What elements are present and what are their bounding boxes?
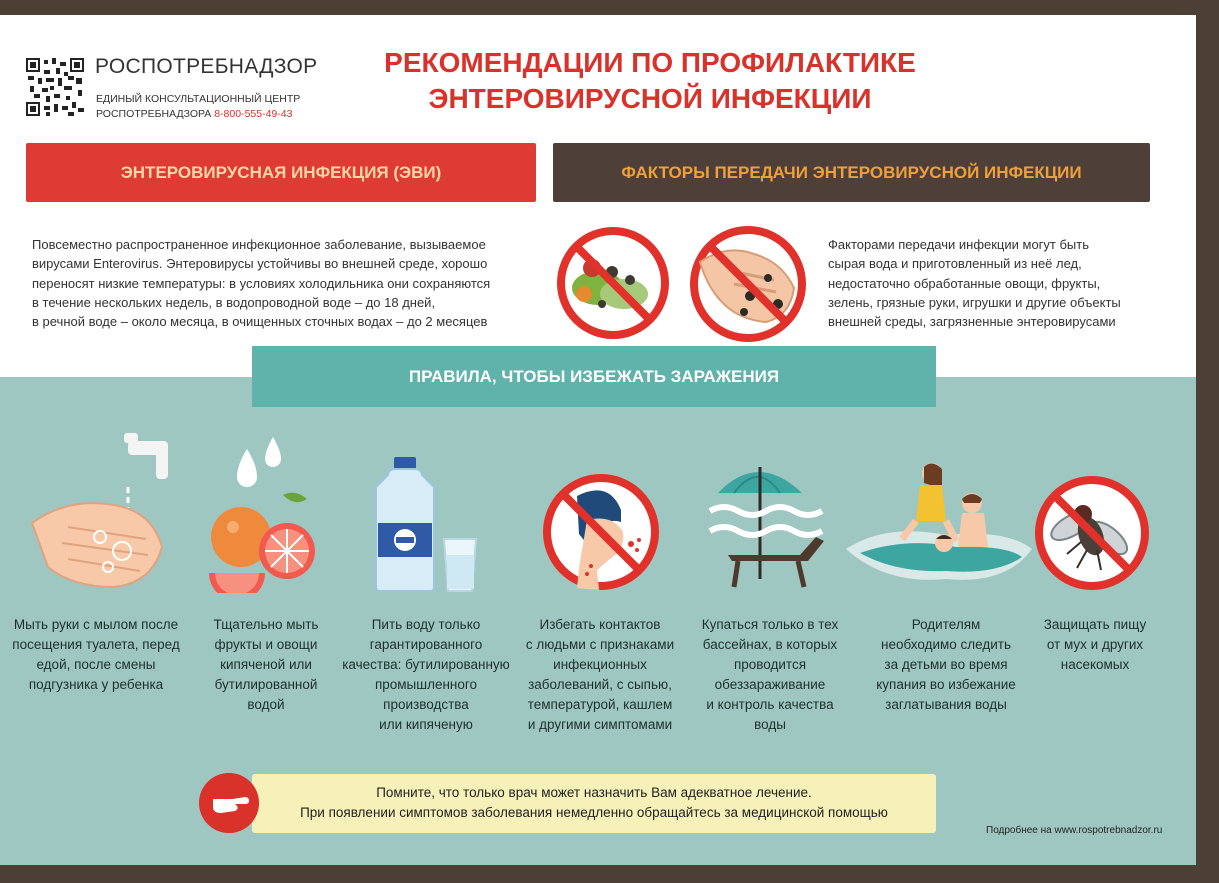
rule-caption-line: проводится — [733, 657, 807, 672]
evi-description-line: в речной воде – около месяца, в очищенных сточных водах – до 2 месяцев — [32, 314, 488, 330]
evi-description-line: в течение нескольких недель, в водопроводной воде – до 18 дней, — [32, 294, 436, 310]
evi-description-line: переносят низкие температуры: в условиях холодильника они сохраняются — [32, 275, 491, 291]
rule-caption-line: Пить воду только — [371, 617, 481, 632]
rule-caption-line: с людьми с признаками — [525, 637, 675, 652]
org-subtitle — [96, 92, 300, 122]
factors-description-line: внешней среды, загрязненные энтеровирусами — [828, 314, 1116, 330]
rule-caption-line: насекомых — [1060, 657, 1130, 672]
no-dirty-hands-icon — [686, 222, 810, 344]
rules-section-header: ПРАВИЛА, ЧТОБЫ ИЗБЕЖАТЬ ЗАРАЖЕНИЯ — [252, 346, 936, 407]
rule-caption-line: Избегать контактов — [539, 617, 661, 632]
factors-description — [828, 235, 1121, 331]
rule-caption-line: подгузника у ребенка — [28, 677, 164, 692]
rule-caption-line: Тщательно мыть — [213, 617, 319, 632]
rule-caption-line: качества: бутилированную — [342, 657, 510, 672]
rule-caption-line: инфекционных — [553, 657, 647, 672]
rule-caption-line: за детьми во время — [884, 657, 1008, 672]
rule-caption-line: и другими симптомами — [527, 717, 673, 732]
factors-description-line: зелень, грязные руки, игрушки и другие объекты — [828, 294, 1121, 310]
factors-description-line: Факторами передачи инфекции могут быть — [828, 237, 1090, 252]
rule-caption-line: необходимо следить — [881, 637, 1011, 652]
rule-caption-line: и контроль качества — [706, 697, 834, 712]
rule-caption-line: Купаться только в тех — [701, 617, 839, 632]
no-fly-icon — [1031, 472, 1153, 594]
rule-caption-line: обеззараживание — [714, 677, 826, 692]
evi-description — [32, 235, 490, 331]
org-subtitle-line2 — [96, 107, 300, 122]
rule-caption-line: бутилированной — [214, 677, 318, 692]
rule-caption-line: фрукты и овощи — [214, 637, 318, 652]
fruit-icon — [205, 433, 323, 593]
org-name: РОСПОТРЕБНАДЗОР — [95, 55, 318, 78]
hotline-phone[interactable]: 8-800-555-49-43 — [214, 108, 293, 120]
factors-description-line: сырая вода и приготовленный из неё лед, — [828, 256, 1082, 272]
rule-caption-line: купания во избежание — [876, 677, 1016, 692]
org-subtitle-line1: ЕДИНЫЙ КОНСУЛЬТАЦИОННЫЙ ЦЕНТР — [96, 93, 301, 105]
rule-caption-water — [336, 615, 516, 735]
page-title — [340, 45, 960, 117]
qr-code-icon[interactable] — [26, 58, 84, 116]
rule-caption-line: бассейнах, в которых — [702, 637, 838, 652]
footer-link[interactable]: Подробнее на www.rospotrebnadzor.ru — [986, 825, 1163, 836]
rule-caption-line: или кипяченую — [379, 717, 473, 732]
rule-caption-line: водой — [247, 697, 285, 712]
beach-umbrella-icon — [708, 457, 832, 593]
factors-description-line: недостаточно обработанные овощи, фрукты, — [828, 275, 1101, 291]
rule-caption-line: воды — [754, 717, 786, 732]
doctor-reminder-note — [252, 774, 936, 833]
rule-caption-line: заболеваний, с сыпью, — [528, 677, 672, 692]
note-line-2: При появлении симптомов заболевания немедленно обращайтесь за медицинской помощью — [300, 805, 888, 820]
page-title-line1: РЕКОМЕНДАЦИИ ПО ПРОФИЛАКТИКЕ — [384, 47, 916, 78]
evi-section-header: ЭНТЕРОВИРУСНАЯ ИНФЕКЦИЯ (ЭВИ) — [26, 143, 536, 202]
rule-caption-contacts — [514, 615, 686, 735]
no-dirty-vegetables-icon — [554, 224, 672, 342]
rule-caption-children — [864, 615, 1028, 715]
org-subtitle-line2-text: РОСПОТРЕБНАДЗОРА — [96, 108, 212, 120]
rule-caption-line: Мыть руки с мылом после — [13, 617, 179, 632]
evi-description-line: вирусами Enterovirus. Энтеровирусы устойчивы во внешней среде, хорошо — [32, 256, 488, 272]
factors-section-header: ФАКТОРЫ ПЕРЕДАЧИ ЭНТЕРОВИРУСНОЙ ИНФЕКЦИИ — [553, 143, 1150, 202]
rule-caption-flies — [1030, 615, 1160, 675]
rule-caption-line: Защищать пищу — [1043, 617, 1147, 632]
page-title-line2: ЭНТЕРОВИРУСНОЙ ИНФЕКЦИИ — [428, 83, 872, 114]
rule-caption-line: от мух и других — [1046, 637, 1144, 652]
rule-caption-line: промышленного — [374, 677, 478, 692]
note-line-1: Помните, что только врач может назначить Вам адекватное лечение. — [376, 785, 812, 800]
pointing-hand-icon — [199, 773, 259, 833]
no-sick-contact-icon — [539, 470, 663, 594]
rule-caption-hand-washing — [10, 615, 182, 695]
rule-caption-line: температурой, кашлем — [527, 697, 673, 712]
children-swimming-icon — [846, 463, 1034, 595]
poster — [0, 15, 1196, 865]
hand-washing-icon — [28, 427, 186, 595]
evi-description-line: Повсеместно распространенное инфекционное заболевание, вызываемое — [32, 237, 486, 252]
rule-caption-line: гарантированного — [369, 637, 483, 652]
bottled-water-icon — [374, 457, 480, 593]
rule-caption-line: посещения туалета, перед — [12, 637, 180, 652]
rule-caption-pools — [690, 615, 850, 735]
rule-caption-line: едой, после смены — [36, 657, 156, 672]
rule-caption-line: заглатывания воды — [885, 697, 1007, 712]
rule-caption-line: производства — [383, 697, 469, 712]
rule-caption-fruits — [196, 615, 336, 715]
rule-caption-line: Родителям — [911, 617, 981, 632]
rule-caption-line: кипяченой или — [220, 657, 312, 672]
